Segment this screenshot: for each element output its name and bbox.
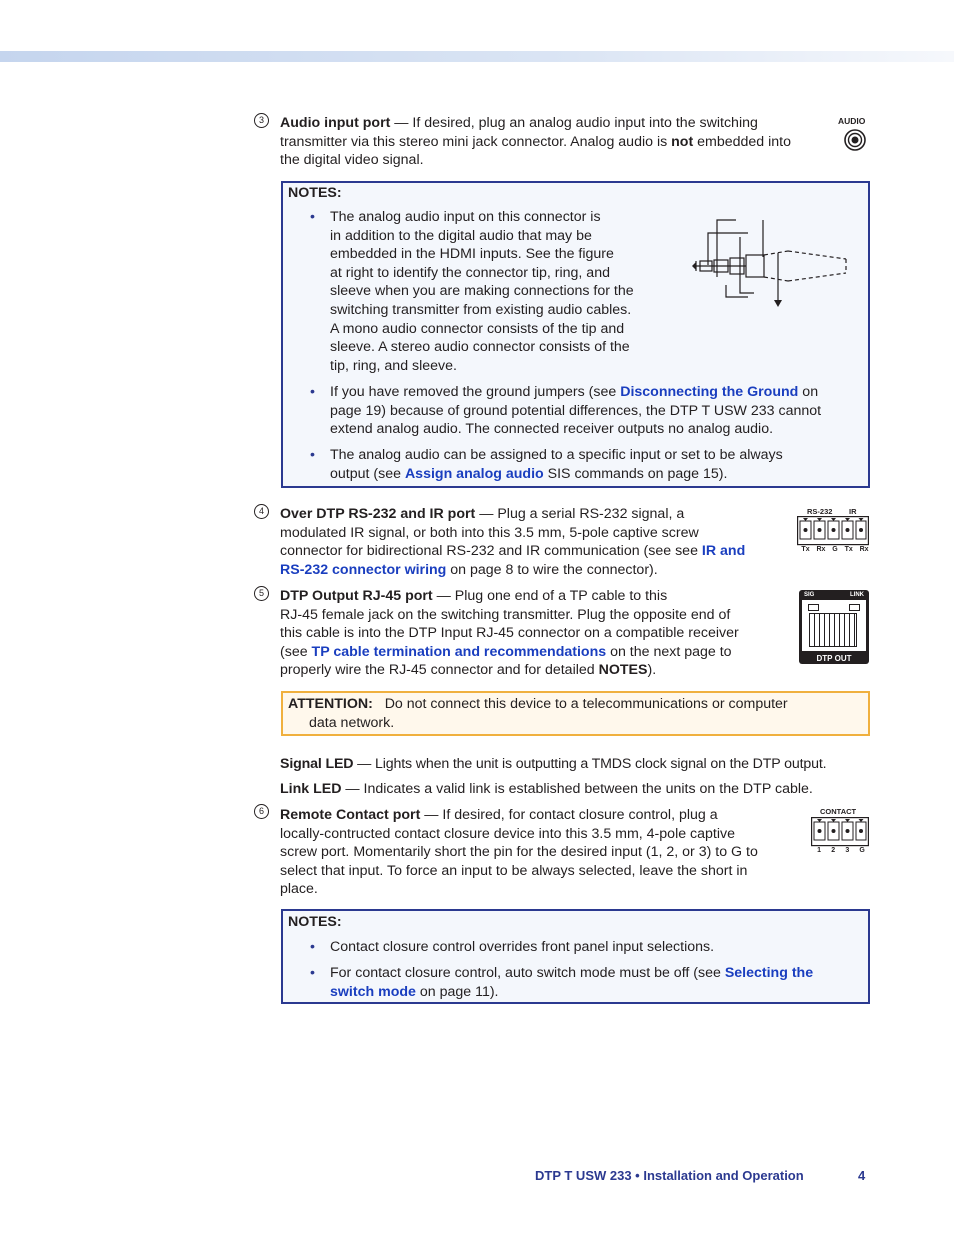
note-bullet-contact-override: • Contact closure control overrides front panel input selections. (310, 939, 715, 955)
header-bar (0, 51, 954, 62)
rs232-ir-connector-icon (797, 516, 869, 546)
dtp-output-title: DTP Output RJ-45 port (280, 588, 433, 604)
contact-connector-icon (811, 817, 869, 847)
audio-jack-icon (843, 128, 869, 154)
contact-pin-labels: 1 2 3 G (817, 847, 865, 854)
stereo-plug-diagram (688, 215, 850, 310)
callout-number-4: 4 (254, 504, 269, 519)
page-number: 4 (858, 1168, 866, 1183)
signal-led (808, 604, 819, 611)
note-bullet-ground-jumpers: • If you have removed the ground jumpers (see Disconnecting the Ground on page 19) because of ground potential differences, the DTP T USW 233 cannot extend analog audio. The connected receiver outputs no analog audio. (310, 384, 822, 438)
rs232-pin-labels: Tx Rx G Tx Rx (801, 546, 869, 553)
signal-led-description: Signal LED — Lights when the unit is outputting a TMDS clock signal on the DTP output. (280, 756, 827, 772)
footer-title: DTP T USW 233 • Installation and Operation (535, 1168, 804, 1183)
audio-input-title: Audio input port (280, 115, 391, 131)
note-bullet-assign-audio: • The analog audio can be assigned to a specific input or set to be always output (see Assign analog audio SIS commands on page 15). (310, 447, 783, 482)
callout-number-5: 5 (254, 586, 269, 601)
rs232-ir-description: Over DTP RS-232 and IR port — Plug a serial RS-232 signal, a modulated IR signal, or both into this 3.5 mm, 5-pole captive screw connector for bidirectional RS-232 and IR communication (see see IR and RS-232 connector wiring on page 8 to wire the connector). (280, 506, 746, 578)
rj45-port-icon: SIG LINK DTP OUT (799, 590, 869, 664)
notes-heading-2: NOTES: (288, 914, 342, 930)
callout-number-6: 6 (254, 804, 269, 819)
link-selecting-switch-mode[interactable]: Selecting the (724, 965, 814, 981)
rs232-label: RS-232 (807, 507, 833, 516)
audio-input-description: Audio input port — If desired, plug an analog audio input into the switching transmitter via this stereo mini jack connector. Analog audio is not embedded into the digital video signal. (280, 115, 792, 169)
link-led (849, 604, 860, 611)
audio-port-label: AUDIO (838, 116, 866, 126)
ir-label: IR (849, 507, 857, 516)
note-bullet-audio-connector: • The analog audio input on this connector is in addition to the digital audio that may be embedded in the HDMI inputs. See the figure at right to identify the connector tip, ring, and sleeve when you are making connections for the switching transmitter from existing audio cables. A mono audio connector consists of the tip and sleeve. A stereo audio connector consists of the tip, ring, and sleeve. (310, 209, 634, 374)
link-selecting-switch-mode-cont[interactable]: switch mode (330, 983, 416, 1000)
callout-number-3: 3 (254, 113, 269, 128)
note-bullet-auto-switch: • For contact closure control, auto switch mode must be off (see Selecting the switch mode on page 11). (310, 965, 814, 1000)
link-ir-rs232-wiring-cont[interactable]: RS-232 connector wiring (280, 561, 447, 578)
remote-contact-description: Remote Contact port — If desired, for contact closure control, plug a locally-contructed contact closure device into this 3.5 mm, 4-pole captive screw port. Momentarily short the pin for the desired input (1, 2, or 3) to G to select that input. To force an input to be always selected, leave the short in place. (280, 807, 758, 898)
link-led-description: Link LED — Indicates a valid link is established between the units on the DTP cable. (280, 781, 813, 797)
link-tp-cable-termination[interactable]: TP cable termination and recommendations (311, 643, 607, 660)
notes-heading: NOTES: (288, 185, 342, 201)
attention-label: ATTENTION: (288, 696, 373, 712)
dtp-output-description: DTP Output RJ-45 port — Plug one end of a TP cable to this RJ-45 female jack on the switching transmitter. Plug the opposite end of this cable is into the DTP Input RJ-45 connector on a compatible receiver (see TP cable termination and recommendations on the next page to properly wire the RJ-45 connector and for detailed NOTES). (280, 588, 739, 679)
remote-contact-title: Remote Contact port (280, 807, 421, 823)
link-disconnecting-ground[interactable]: Disconnecting the Ground (620, 384, 799, 400)
contact-label: CONTACT (820, 807, 857, 816)
attention-text: ATTENTION: Do not connect this device to a telecommunications or computer data network. (288, 696, 788, 731)
link-assign-analog-audio[interactable]: Assign analog audio (404, 465, 544, 482)
rs232-ir-title: Over DTP RS-232 and IR port (280, 506, 476, 522)
link-ir-rs232-wiring[interactable]: IR and (701, 543, 746, 560)
